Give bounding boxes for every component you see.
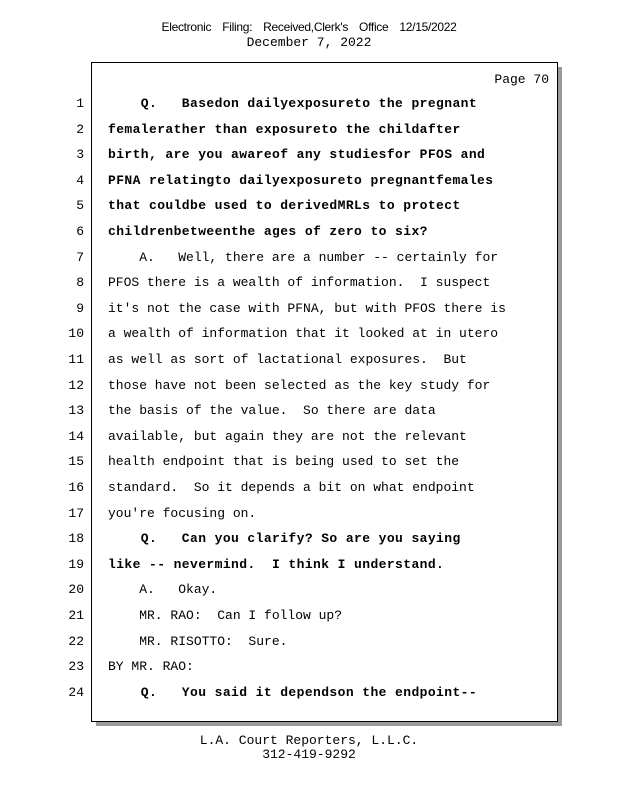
line-number: 11 — [68, 352, 84, 367]
line-number: 9 — [76, 300, 84, 316]
transcript-line: MR. RAO: Can I follow up? — [108, 608, 343, 623]
line-number: 2 — [76, 121, 84, 137]
transcript-line: like -- nevermind. I think I understand. — [108, 556, 445, 572]
transcript-line: available, but again they are not the relevant — [108, 428, 467, 444]
line-number: 8 — [76, 275, 84, 291]
line-number: 22 — [68, 633, 84, 649]
line-number: 18 — [68, 531, 84, 547]
footer-company: L.A. Court Reporters, L.L.C. — [199, 733, 419, 748]
transcript-line: BY MR. RAO: — [108, 659, 194, 675]
line-number: 1 — [76, 96, 84, 111]
line-number: 12 — [68, 377, 84, 393]
transcript-line: Q. Basedon dailyexposureto the pregnant — [108, 96, 478, 111]
line-number: 13 — [68, 403, 84, 419]
transcript-line: the basis of the value. So there are data — [108, 403, 436, 419]
line-number: 21 — [68, 608, 84, 623]
deposition-date: December 7, 2022 — [246, 35, 372, 50]
line-number: 23 — [68, 659, 84, 675]
transcript-line: a wealth of information that it looked at in utero — [108, 326, 499, 342]
transcript-line: A. Well, there are a number -- certainly for — [108, 249, 499, 265]
line-number: 20 — [68, 582, 84, 598]
transcript-line: you're focusing on. — [108, 505, 257, 521]
transcript-line: those have not been selected as the key study for — [108, 377, 491, 393]
line-number: 14 — [68, 428, 84, 444]
line-number: 7 — [76, 249, 84, 265]
line-number: 16 — [68, 480, 84, 495]
line-number: 17 — [68, 505, 84, 521]
transcript-line: A. Okay. — [108, 582, 218, 598]
line-number: 19 — [68, 556, 84, 572]
line-number: 24 — [68, 684, 84, 700]
transcript-line: as well as sort of lactational exposures. But — [108, 352, 467, 367]
line-number: 3 — [76, 147, 84, 163]
transcript-line: that couldbe used to derivedMRLs to protect — [108, 198, 461, 214]
transcript-line: PFOS there is a wealth of information. I suspect — [108, 275, 491, 291]
line-number: 6 — [76, 224, 84, 239]
transcript-line: Q. Can you clarify? So are you saying — [108, 531, 461, 547]
transcript-line: childrenbetweenthe ages of zero to six? — [108, 224, 428, 239]
transcript-line: standard. So it depends a bit on what endpoint — [108, 480, 475, 495]
transcript-line: PFNA relatingto dailyexposureto pregnantfemales — [108, 172, 494, 188]
transcript-line: femalerather than exposureto the childafter — [108, 121, 461, 137]
line-number: 5 — [76, 198, 84, 214]
page-number: Page 70 — [494, 72, 549, 87]
line-number: 10 — [68, 326, 84, 342]
transcript-line: it's not the case with PFNA, but with PFOS there is — [108, 300, 506, 316]
footer-phone: 312-419-9292 — [262, 747, 356, 762]
filing-stamp: Electronic Filing: Received,Clerk's Office 12/15/2022 — [161, 20, 457, 34]
line-number: 4 — [76, 172, 84, 188]
line-number: 15 — [68, 454, 84, 470]
transcript-line: MR. RISOTTO: Sure. — [108, 633, 288, 649]
transcript-line: health endpoint that is being used to set the — [108, 454, 460, 470]
transcript-line: Q. You said it dependson the endpoint-- — [108, 684, 478, 700]
transcript-line: birth, are you awareof any studiesfor PFOS and — [108, 147, 486, 163]
